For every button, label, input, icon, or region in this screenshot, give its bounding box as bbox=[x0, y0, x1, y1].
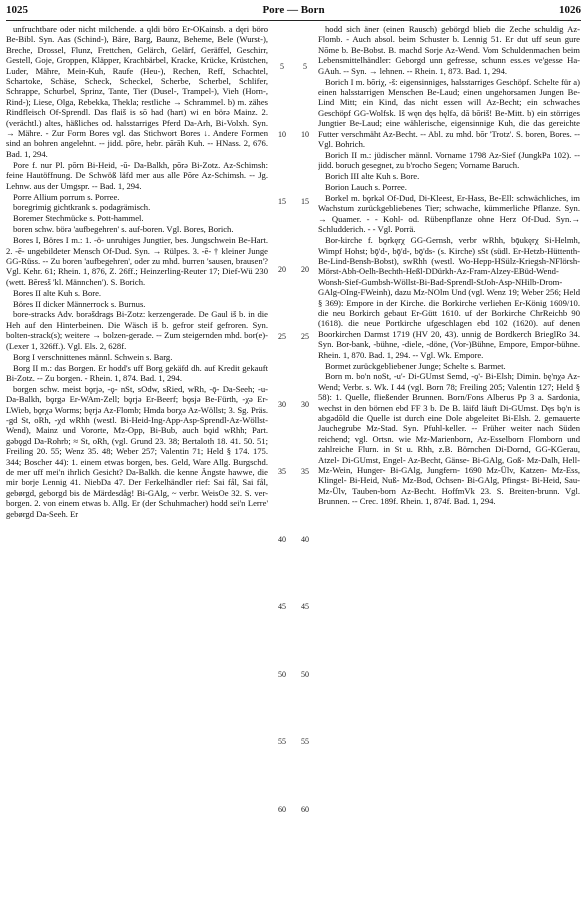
dictionary-entry: Borich II m.: jüdischer männl. Vorname 1798 Az-Sief (JungkPa 102). -- jidd. boruch gesegnet, zu b'rocho Segen; Vorname Baruch. bbox=[318, 149, 580, 171]
line-number: 10 bbox=[278, 129, 286, 139]
line-number: 60 bbox=[278, 804, 286, 814]
dictionary-entry: Bores II alte Kuh s. Bore. bbox=[13, 287, 102, 298]
dictionary-entry: borgen schw. meist bǫrjə, -ǫ- nSt, sOdw, sRied, wRh, -ǭ- Da-Seeh; -u- Da-Balkh, bǫrgə Er-WAm-Zell; bǫrjə Er-Beerf; bǫsjə Be-Fürth, -χə Er-LWieb, bǫrχə Worms; bęrjə Az-Flomb; Hmda borχə Az-Wöllst; 3. Sg. Präs. -gd St, oRh, -χd wRhh (westl. Bi-Heid-Ing-App-Asp-Sprendl-Az-Wöllst-Wend), Mainz und Vororte, Mz-Opp, Bi-Bub, auch bǫid wRhh; Part. gəbǫgd Da-Rohrb; ≈ St, oRh, (vgl. Grund 23. 38; Bertaloth 18. 41. 50. 51; Freiling 20. 55; Wenz 35. 48; Weber 257; Valentin 71; Held § 174. 175. 344; Boscher 44): 1. einem etwas borgen, bes. Geld, Ware Allg. Burgschd. de mer uff mei'n ihrlich Gesicht? Da-Balkh. die kenne Ängste hawwe, die mir borje Lennig 41. NiebDa 47. Der Ferkelhändler rief: Sai fål, Sai fål, gebørgd, geborgd bis de Märdesdåg! Bi-GAlg, ~ verbr. WeisOe 32. S. ver-borgen. 2. von einem etwas b. Allg. Er (der Schuhmacher) hodd sei'n Lerre' gebørgd Da-Seeh. Er bbox=[6, 383, 268, 519]
dictionary-entry: Borg I verschnittenes männl. Schwein s. Barg. bbox=[13, 351, 173, 362]
line-number: 25 bbox=[301, 332, 309, 341]
line-number: 15 bbox=[278, 197, 286, 206]
line-number: 50 bbox=[301, 669, 309, 679]
line-number: 5 bbox=[303, 62, 307, 71]
dictionary-entry: bore-stracks Adv. borəšdrags Bi-Zotz: kerzengerade. De Gaul iš b. in die Heh auf den Hinterbeinen. Die Wäsch iš b. gefror steif gefroren. Syn. bolten-strack(s); weitere → bolzen-gerade. -- Zum steigernden mhd. bor(e)- (Lexer 1, 326ff.). Vgl. Els. 2, 628f. bbox=[6, 309, 268, 351]
dictionary-entry: Born m. bo'n noSt, -u'- Di-GUmst Semd, -ǫ'- Bi-Elsh; Dimin. bę'nχə Az-Wend; Verbr. s. Wk. I 44 (vgl. Born 78; Freiling 205; Valentin 127; Held § 58): 1. Quelle, fließender Brunnen. Born/Fons Alberus Pp 3 a. Sardonia, wechst in den börnen ebd FF 3 b. De B. läifd läuft Di-GUmst. Dęs bǫ'n is abgədōld die Quelle ist durch eine Dole abgeleitet Bi-Elsh. 2. gemauerte Jauchegrube Mz-Stad. Syn. Pfuhl-keller. -- Früher weiter nach Süden reichend; vgl. Ortsn. wie Mz-Marienborn, Az-Esselborn Flomborn und zahlreiche Flurn. in St u. Rhh, z.B. Börnchen Di-Dornd, GG-KGerau, Atzel- Di-GUmst, Engel- Az-Becht, Gänse- Bi-GAlg, Goß- Mz-Dalh, Hell- Mz-Wein, Hunger- Bi-GAlg, Jungfern- 1690 Mz-Ülv, Katzen- Mz-Ess, Klingel- Bi-Heid, Nuß- Mz-Bod, Ochsen- Bi-GAlg, Pfingst- Bi-Heid, Sau-Mz-Ülv, Tauben-born Az-Becht. HoffmVk 23. S. Breiten-brunn. Vgl. Brunnen. -- Crec. 189f. Rhein. 1, 874f. Bad. 1, 294. bbox=[318, 371, 580, 507]
line-number: 40 bbox=[301, 534, 309, 544]
page-header bbox=[6, 4, 581, 20]
dictionary-entry: Porre Allium porrum s. Porree. bbox=[13, 191, 120, 202]
line-number: 55 bbox=[301, 737, 309, 746]
dictionary-entry: boregrimig gichtkrank s. podagrämisch. bbox=[13, 202, 151, 213]
line-number: 45 bbox=[278, 602, 286, 611]
dictionary-entry: Bor-kirche f. bǫrkęrχ GG-Gernsh, verbr wRhh, bǭukęrχ Si-Helmh, Wimpf Hohst; bǭ'd-, bǭ'd-, bǭ'ds- (s. Kirche) sSt (südl. Er-Hetzb-Hüttenth-Be-Lind-Bensh-Bobst), swRhh (westl. Wo-Hepp-HSülz-Kriegsh-NFlörsh-Mörst-Abh-Oelh-Bechth-Heßl-DDürkh-Az-Fram-Alzey-EBüd-Wend-Wonsh-Sief-Gumbsh-Wöllst-Bi-Bad-Sprendl-StJoh-Asp-NHilb-Drom-GAlg-OIng-FWeinh), dazu Mz-NOlm Und (vgl. Wenz 19; Weber 256; Held § 369): Empore in der Kirche. die Borkirche verliehen Er-König 1609/10. die neu Borkirch gebaut Er-Gütt 1610. uf der Borkirche ChrReichb 90 (1618). die neue Portkirche ufgeschlagen ebd 102 (1620). auf denen Boorkirchen Darmst 1719 (HV 20, 43). unnig de Bordkerch BrieglRo 34. Syn. Bor-bank, -bühne, -diele, -döne, (Vor-)Bühne, Empore, Empor-bühne. Rhein. 1, 870. Bad. 1, 294. -- Vgl. Wk. Empore. bbox=[318, 235, 580, 360]
line-number: 20 bbox=[278, 264, 286, 274]
running-head: Pore — Born bbox=[262, 4, 325, 16]
dictionary-entry: unfruchtbare oder nicht milchende. a qldi böro Er-OKainsb. a dęri böro Be-Bibl. Syn. Aas (Schind-), Bäre, Barg, Baunz, Beheme, Bele (Wurst-), Breche, Drossel, Flunz, Frettchen, Gelärch, Gelärf, Geräffel, Geschirr, Gestell, Goje, Groppen, Kläpper, Krachbärbel, Kracke, Krücke, Krüstchen, Luder, Mähre, Mein-Kuh, Raufe (Heu-), Rechen, Reff, Schachtel, Schartoke, Schäse, Scheck, Scheckel, Scherbe, Scherbel, Schlifer, Schrappe, Schurbel, Sprinz, Tante, Tier (Dusel-, Trampel-), Vieh (Horn-, Rind-); Liese, Olga, Rebekka, Thekla; restliche → Schrammel. b) m. zähes Rindfleisch Of-Sprendl. Das flaiš is sō had (hart) wi en börə Mainz. 2. (verächtl.) altes, häßliches od. halsstarriges Pferd Da-Arh, Bi-Volxh. Syn. → Mähre. - Zur Form Bores vgl. das Stichwort Bores ↓. Andere Formen sind an bohren angelehnt. -- jidd. pōre, hebr. pārāh Kuh. -- HNass. 2, 676. Bad. 1, 294. bbox=[6, 24, 268, 159]
line-number: 30 bbox=[278, 399, 286, 409]
page-number-right: 1026 bbox=[559, 4, 581, 16]
dictionary-entry: Bores I, Böres I m.: 1. -ö- unruhiges Jungtier, bes. Jungschwein Be-Hart. 2. -ē- ungebildeter Mensch Of-Dud. Syn. → Rülpes. 3. -ē- † kleiner Junge GG-Rüss. -- Zu boren 'aufbegehren', oder zu mhd. burren 'sausen, brausen'? Vgl. Kehr. 61; Rhein. 1, 876, Z. 26ff.; Heinzerling-Reuter 17; Dief-Wü 230 (wett. Bēresš 'kl. Männchen'). S. Borich. bbox=[6, 235, 268, 287]
dictionary-entry: Borion Lauch s. Porree. bbox=[325, 182, 407, 193]
line-number: 50 bbox=[278, 669, 286, 679]
header-rule bbox=[6, 20, 581, 21]
line-number: 60 bbox=[301, 804, 309, 814]
dictionary-entry: Pore f. nur Pl. pōrn Bi-Heid, -ū- Da-Balkh, pōrə Bi-Zotz. Az-Schimsh: feine Hautöffnung. De Schwöß läfd mer aus alle Pōre Az-Schimsh. -- Jg. Lehnw. aus der Umgspr. -- Bad. 1, 294. bbox=[6, 159, 268, 191]
dictionary-entry: Borich III alte Kuh s. Bore. bbox=[325, 171, 420, 182]
line-number: 45 bbox=[301, 602, 309, 611]
line-number: 15 bbox=[301, 197, 309, 206]
dictionary-entry: Bormet zurückgebliebener Junge; Schelte s. Barmet. bbox=[325, 360, 506, 371]
dictionary-entry: Borich I m. bōriχ, -š: eigensinniges, halsstarriges Geschöpf. Schelte für a) einen halsstarrigen Menschen Be-Laud; einen ungehorsamen Jungen Be-Lind Mitt; ein Kind, das nicht essen will Az-Becht; ein schwaches Geschöpf GG-Wolfsk. Iš węn dęs hęlfə, dā bōriš! Be-Mitt. b) ein störriges Jungtier Be-Laud; eine wählerische, eigensinnige Kuh, die das gereichte Futter verschmäht Az-Becht. -- Abl. zu mhd. bōr 'Trotz'. S. boren, Bores. -- Vgl. Bohrich. bbox=[318, 76, 580, 149]
dictionary-entry: boren schw. börə 'aufbegehren' s. auf-boren. Vgl. Bores, Borich. bbox=[13, 224, 234, 235]
page-number-left: 1025 bbox=[6, 4, 28, 16]
line-number: 35 bbox=[278, 467, 286, 476]
line-number: 35 bbox=[301, 467, 309, 476]
dictionary-entry: Böres II dicker Männerrock s. Burnus. bbox=[13, 298, 146, 309]
line-number: 55 bbox=[278, 737, 286, 746]
dictionary-entry: Borg II m.: das Borgen. Er hodd's uff Borg gekäfd dh. auf Kredit gekauft Bi-Zotz. -- Zu borgen. - Rhein. 1, 874. Bad. 1, 294. bbox=[6, 362, 268, 383]
dictionary-entry: Boremer Stechmücke s. Pott-hammel. bbox=[13, 213, 144, 224]
line-number: 30 bbox=[301, 399, 309, 409]
dictionary-entry: Borkel m. bǫrkəl Of-Dud, Di-Kleest, Er-Hass, Be-Ell: schwächliches, im Wachstum zurückgebliebenes Tier; schwache, kümmerliche Pflanze. Syn. → Quamer. - - Kohl- od. Rübenpflanze ohne Herz Of-Dud. Syn.→ Schludderich. - - Vgl. Porrä. bbox=[318, 193, 580, 235]
line-number: 25 bbox=[278, 332, 286, 341]
line-number: 20 bbox=[301, 264, 309, 274]
line-number: 40 bbox=[278, 534, 286, 544]
dictionary-entry: hodd sich äner (einen Rausch) gebörgd blieb die Zeche schuldig Az-Flomb. - Auch absol. beim Schuster b. Lennig 51. Er dut uff seun gure Nōme b. Be-Bobst. B. machd Sorje Az-Wend. Vom Schuldenmachen beim Lebensmittelhändler: Geborgd unn gefresse, schunn ess.es ve'gesse Ha-GAuh. -- Syn. → lehnen. -- Rhein. 1, 873. Bad. 1, 294. bbox=[318, 24, 580, 76]
line-number: 5 bbox=[280, 62, 284, 71]
right-column bbox=[318, 24, 580, 884]
line-number: 10 bbox=[301, 129, 309, 139]
left-column bbox=[6, 24, 268, 884]
